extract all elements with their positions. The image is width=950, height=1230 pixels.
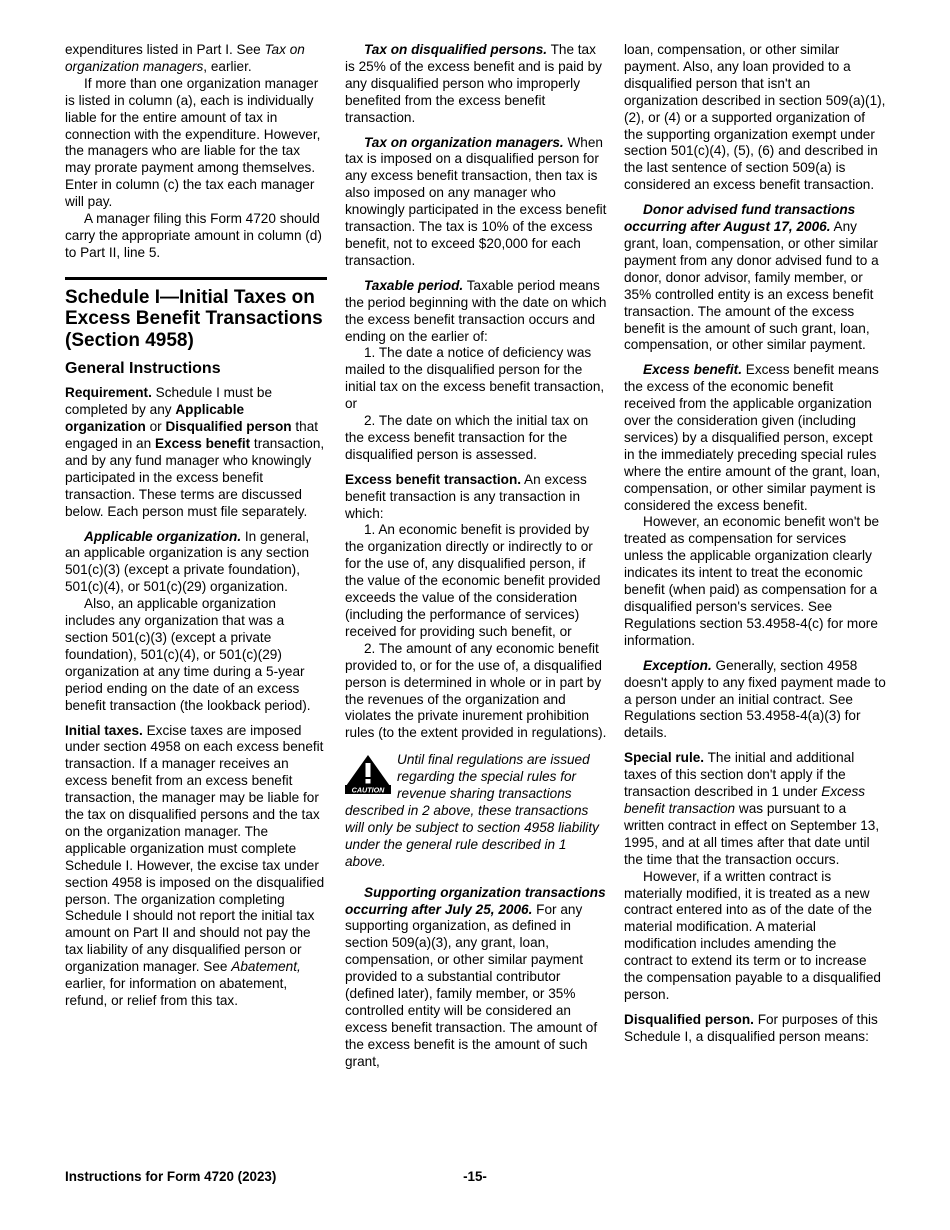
list-item: 2. The date on which the initial tax on the excess benefit transaction for the disqualified person is assessed. (345, 413, 589, 462)
caution-text: Until final regulations are issued regarding the special rules for revenue sharing transactions described in 2 above, these transactions will only be subject to section 4958 liability under the general rule described in 1 above. (345, 752, 599, 869)
tax-organization-managers-paragraph: Tax on organization managers. When tax is imposed on a disqualified person for any excess benefit transaction, then tax is also imposed on any manager who knowingly participated in the excess benefit transaction. The tax is 10% of the excess benefit, not to exceed $20,000 for each transaction. (345, 134, 607, 268)
subsection-heading: General Instructions (65, 360, 221, 378)
caution-label: CAUTION (351, 785, 385, 795)
excess-benefit-paragraph: Excess benefit. Excess benefit means the excess of the economic benefit received from the applicable organization over the consideration given (including services) by a disqualified person, except in the immediately preceding special rules where the entire amount of the grant, loan, compensation, or other similar payment is considered the excess benefit. (624, 362, 881, 513)
paragraph: If more than one organization manager is listed in column (a), each is individually liable for the entire amount of tax in connection with the expenditure. However, the managers who are liable for the tax may prorate payment among themselves. Enter in column (c) the tax each manager will pay. (65, 75, 321, 210)
list-item: 1. An economic benefit is provided by the organization directly or indirectly to or for the use of, any disqualified person, if the value of the economic benefit provided exceeds the value of the consideration (including the performance of services) received for providing such benefit, or (345, 522, 601, 639)
list-item: 2. The amount of any economic benefit provided to, or for the use of, a disqualified person is determined in whole or in part by the revenues of the organization and violates the private inurement prohibition rules (to the extent provided in regulations). (345, 640, 607, 741)
paragraph: However, an economic benefit won't be treated as compensation for services unless the applicable organization clearly indicates its intent to treat the economic benefit (when paid) as compensation for a disqualified person's services. See Regulations section 53.4958-4(c) for more information. (624, 514, 880, 648)
section-divider (65, 277, 327, 280)
column-3 (624, 42, 886, 1046)
initial-taxes-paragraph: Initial taxes. Excise taxes are imposed under section 4958 on each excess benefit transaction. If a manager receives an excess benefit from an excess benefit transaction, the manager may be liable for the tax on disqualified persons and the tax on the organization manager. The applicable organization must complete Schedule I. However, the excise tax under section 4958 is imposed on the disqualified person. The organization completing Schedule I should not report the initial tax amount on Part II and should not pay the tax liability of any disqualified person or organization manager. See Abatement, earlier, for information on abatement, refund, or relief from this tax. (65, 722, 325, 1008)
exception-paragraph: Exception. Generally, section 4958 doesn't apply to any fixed payment made to a person under an initial contract. See Regulations section 53.4958-4(a)(3) for details. (624, 657, 886, 741)
page-number: -15- (463, 1169, 487, 1184)
cross-reference: Tax on organization managers (65, 42, 305, 74)
caution-note (345, 752, 607, 870)
requirement-paragraph: Requirement. Schedule I must be completed by any Applicable organization or Disqualified person that engaged in an Excess benefit transaction, and by any fund manager who knowingly participated in the excess benefit transaction. These terms are discussed below. Each person must file separately. (65, 385, 325, 519)
taxable-period-paragraph: Taxable period. Taxable period means the period beginning with the date on which the excess benefit transaction occurs and ending on the earlier of: (345, 277, 607, 344)
paragraph: loan, compensation, or other similar payment. Also, any loan provided to a disqualified person that isn't an organization described in section 509(a)(1), (2), or (4) or a supported organization of the supporting organization exempt under section 501(c)(4), (5), (6) and described in the last sentence of section 509(a) is considered an excess benefit transaction. (624, 42, 886, 193)
column-1 (65, 42, 327, 1010)
paragraph: Also, an applicable organization includes any organization that was a section 501(c)(3) (except a private foundation), 501(c)(4), or 501(c)(29) organization at any time during a 5-year period ending on the date of an excess benefit transaction (the lookback period). (65, 596, 311, 713)
donor-advised-fund-paragraph: Donor advised fund transactions occurring after August 17, 2006. Any grant, loan, compensation, or other similar payment from any donor advised fund to a donor, donor advisor, family member, or 35% controlled entity is an excess benefit transaction. The amount of the excess benefit is the amount of such grant, loan, compensation, or other similar payment. (624, 202, 879, 353)
disqualified-person-paragraph: Disqualified person. For purposes of this Schedule I, a disqualified person means: (624, 1011, 878, 1044)
paragraph: A manager filing this Form 4720 should carry the appropriate amount in column (d) to Part II, line 5. (65, 211, 322, 260)
section-heading: Schedule I—Initial Taxes on Excess Benefit Transactions (Section 4958) (65, 286, 323, 351)
paragraph: However, if a written contract is materially modified, it is treated as a new contract entered into as of the date of the material modification. A material modification includes amending the contract to extend its term or to increase the compensation payable to a disqualified person. (624, 868, 881, 1002)
caution-icon (345, 754, 391, 794)
paragraph: expenditures listed in Part I. See Tax on organization managers, earlier. (65, 42, 305, 74)
footer-form-title: Instructions for Form 4720 (2023) (65, 1169, 277, 1184)
tax-disqualified-persons-paragraph: Tax on disqualified persons. The tax is 25% of the excess benefit and is paid by any disqualified person who improperly benefited from the excess benefit transaction. (345, 42, 602, 125)
applicable-organization-paragraph: Applicable organization. In general, an applicable organization is any section 501(c)(3) (except a private foundation), 501(c)(4), or 501(c)(29) organization. (65, 528, 310, 595)
column-2 (345, 42, 607, 1071)
supporting-organization-paragraph: Supporting organization transactions occurring after July 25, 2006. For any supporting organization, as defined in section 509(a)(3), any grant, loan, compensation, or other similar payment provided to a substantial contributor (defined later), family member, or 35% controlled entity will be considered an excess benefit transaction. The amount of the excess benefit is the amount of such grant, (345, 884, 606, 1069)
list-item: 1. The date a notice of deficiency was mailed to the disqualified person for the initial tax on the excess benefit transaction, or (345, 345, 605, 412)
special-rule-paragraph: Special rule. The initial and additional taxes of this section don't apply if the transaction described in 1 under Excess benefit transaction was pursuant to a written contract in effect on September 13, 1995, and at all times after that date until the time that the transaction occurs. (624, 750, 880, 867)
excess-benefit-transaction-paragraph: Excess benefit transaction. An excess benefit transaction is any transaction in which: (345, 471, 587, 521)
